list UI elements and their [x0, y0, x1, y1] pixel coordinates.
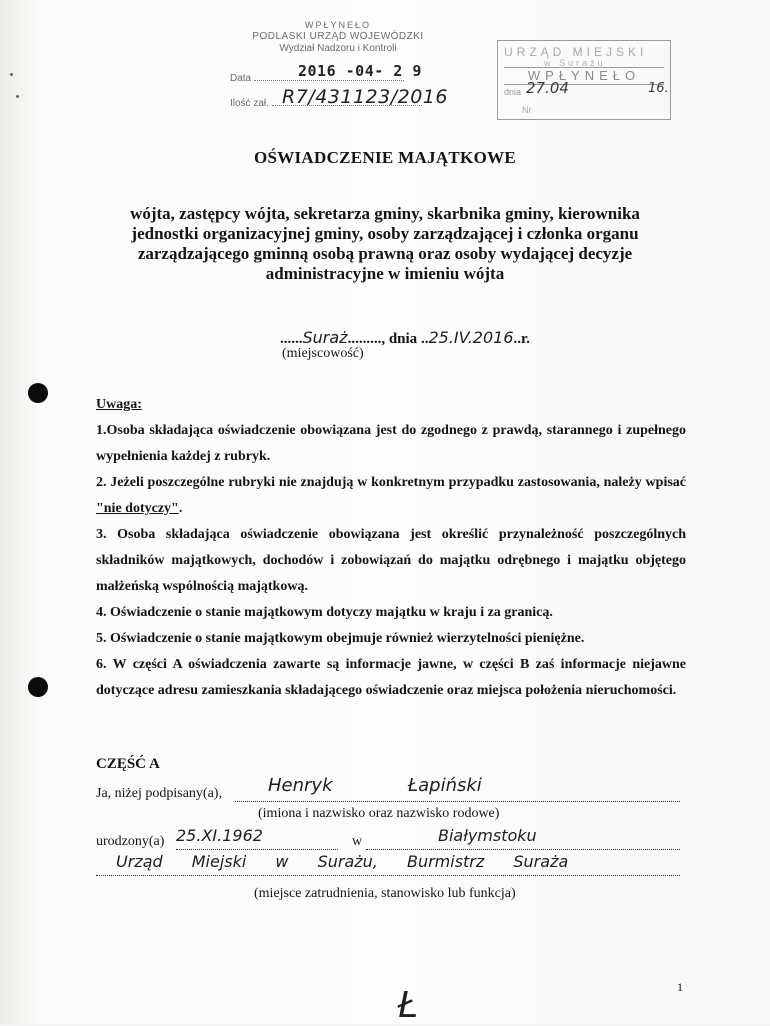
document-subtitle: wójta, zastępcy wójta, sekretarza gminy, skarbnika gminy, kierownika jednostki organizacyjnej gminy, osoby zarządzającej i członka organu zarządzającego gminną osobą prawną oraz osoby wydającej decyzje administracyjne w imieniu wójta	[130, 204, 640, 283]
office-stamp-line2: w Surażu	[544, 58, 606, 68]
note-item-2-text: 2. Jeżeli poszczególne rubryki nie znajdują w konkretnym przypadku zastosowania, należy wpisać	[96, 475, 686, 490]
note-item-5: 5. Oświadczenie o stanie majątkowym obejmuje również wierzytelności pieniężne.	[96, 631, 585, 646]
notes-block	[96, 392, 686, 704]
notes-heading: Uwaga:	[96, 397, 142, 412]
first-name-value: Henryk	[268, 775, 333, 796]
office-stamp-line1: URZĄD MIEJSKI	[504, 45, 648, 59]
birth-place-field[interactable]	[366, 848, 680, 850]
note-item-6: 6. W części A oświadczenia zawarte są informacje jawne, w części B zaś informacje niejawne dotyczące adresu zamieszkania składającego oświadczenie oraz miejsca położenia nieruchomości.	[96, 657, 686, 698]
stamp-count-label: Ilość zał.	[230, 98, 269, 109]
signed-label: Ja, niżej podpisany(a),	[96, 786, 222, 801]
surname-value: Łapiński	[408, 775, 482, 796]
stamp-date-value: 2016 -04- 2 9	[298, 62, 422, 80]
name-field[interactable]	[235, 800, 680, 802]
scan-speck	[10, 73, 13, 76]
office-stamp-date-year: 16.	[648, 81, 669, 96]
initials-signature: Ł	[398, 985, 419, 1026]
office-stamp-line3: WPŁYNEŁO	[504, 67, 664, 85]
punch-hole	[28, 383, 48, 403]
note-item-1: 1.Osoba składająca oświadczenie obowiązana jest do zgodnego z prawdą, starannego i zupełnego wypełnienia każdej z rubryk.	[96, 423, 686, 464]
received-stamp	[228, 20, 448, 120]
place-caption: (miejscowość)	[282, 346, 364, 361]
date-value: 25.IV.2016	[428, 328, 514, 347]
office-stamp-date-day: 27.04	[526, 79, 569, 97]
note-item-3: 3. Osoba składająca oświadczenie obowiązana jest określić przynależność poszczególnych składników majątkowych, dochodów i zobowiązań do majątku odrębnego i majątku objętego małżeńską wspólnością majątkową.	[96, 527, 686, 594]
office-stamp-date-label: dnia	[504, 87, 522, 97]
scan-speck	[16, 95, 19, 98]
section-a-heading: CZĘŚĆ A	[96, 756, 160, 772]
employment-caption: (miejsce zatrudnienia, stanowisko lub funkcja)	[254, 886, 516, 901]
employment-value: Urząd Miejski w Surażu, Burmistrz Suraża	[116, 852, 569, 871]
place-value: Suraż	[302, 328, 348, 347]
name-caption: (imiona i nazwisko oraz nazwisko rodowe)	[258, 806, 500, 821]
punch-hole	[28, 677, 48, 697]
stamp-received-line3: Wydział Nadzoru i Kontroli	[279, 43, 397, 54]
in-label: w	[352, 834, 363, 849]
stamp-received-line2: PODLASKI URZĄD WOJEWÓDZKI	[252, 31, 424, 42]
document-title: OŚWIADCZENIE MAJĄTKOWE	[253, 148, 517, 167]
note-item-2-end: .	[178, 501, 183, 516]
born-label: urodzony(a)	[96, 834, 165, 849]
place-date-line: ......Suraż........., dnia ..25.IV.2016..r.	[280, 328, 531, 347]
stamp-reference-number: R7/431123/2016	[282, 86, 448, 108]
page-number: 1	[677, 980, 683, 994]
birth-place-value: Białymstoku	[438, 826, 537, 845]
birth-date-field[interactable]	[176, 848, 338, 850]
stamp-received-line1: WPŁYNEŁO	[304, 20, 371, 30]
employment-field[interactable]	[96, 874, 680, 876]
stamp-date-label: Data	[230, 73, 252, 84]
note-item-2-emphasis: "nie dotyczy"	[96, 501, 179, 516]
date-suffix: r.	[521, 331, 531, 347]
note-item-4: 4. Oświadczenie o stanie majątkowym dotyczy majątku w kraju i za granicą.	[96, 605, 553, 620]
office-stamp	[497, 40, 671, 120]
date-label: , dnia	[381, 331, 418, 347]
office-stamp-nr-label: Nr	[522, 105, 532, 115]
note-item-2	[96, 470, 686, 522]
birth-date-value: 25.XI.1962	[176, 826, 263, 845]
